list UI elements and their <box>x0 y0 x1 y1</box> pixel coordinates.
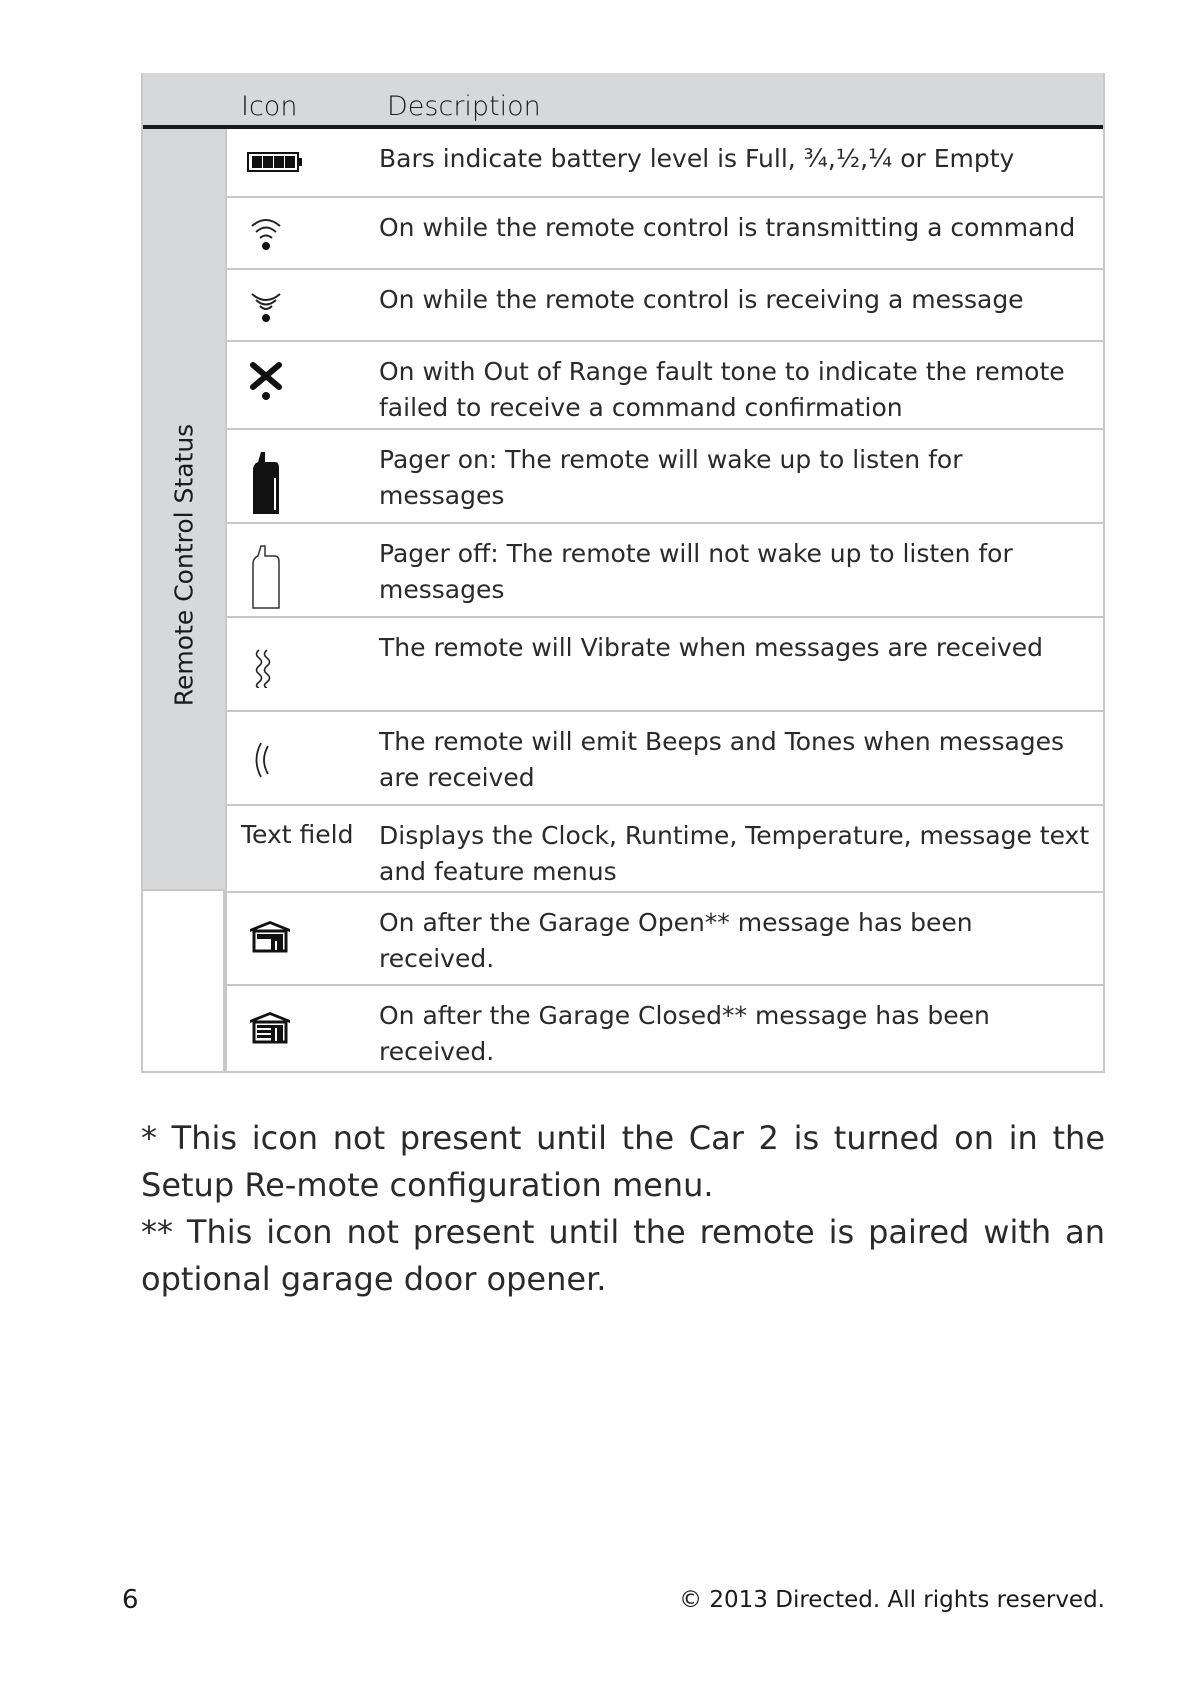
receive-icon <box>249 288 283 324</box>
icon-cell <box>225 806 371 891</box>
icon-cell <box>225 129 371 196</box>
table-row <box>225 710 1105 804</box>
icon-text: Text field <box>241 820 354 849</box>
side-column <box>143 129 225 889</box>
side-label: Remote Control Status <box>169 423 199 707</box>
icon-cell <box>225 524 371 616</box>
garage-open-icon <box>249 919 291 953</box>
row-description: Pager on: The remote will wake up to listen for messages <box>379 445 963 510</box>
table-row <box>225 804 1105 891</box>
remote-status-table <box>141 73 1105 1073</box>
icon-cell <box>225 986 371 1071</box>
transmit-icon <box>249 216 283 252</box>
row-description: On while the remote control is receiving a message <box>379 285 1024 314</box>
table-row <box>225 268 1105 340</box>
side-column-blank <box>143 889 225 1071</box>
table-row <box>225 428 1105 522</box>
garage-closed-icon <box>249 1010 291 1044</box>
footnote-2: ** This icon not present until the remote is paired with an optional garage door opener. <box>141 1213 1105 1298</box>
table-row <box>225 522 1105 616</box>
table-row <box>225 196 1105 268</box>
beep-icon <box>251 740 279 780</box>
row-description: Pager off: The remote will not wake up to listen for messages <box>379 539 1013 604</box>
row-description: On after the Garage Closed** message has been received. <box>379 1001 990 1066</box>
icon-cell <box>225 430 371 522</box>
icon-cell <box>225 342 371 428</box>
header-description: Description <box>387 91 541 122</box>
icon-cell <box>225 198 371 268</box>
copyright: © 2013 Directed. All rights reserved. <box>679 1587 1105 1613</box>
footnote-1: * This icon not present until the Car 2 is turned on in the Setup Re-mote configuration menu. <box>141 1119 1105 1204</box>
header-icon: Icon <box>241 91 298 122</box>
icon-cell <box>225 712 371 804</box>
row-description: On with Out of Range fault tone to indicate the remote failed to receive a command confirmation <box>379 357 1065 422</box>
battery-icon <box>247 151 303 173</box>
table-header <box>143 73 1103 128</box>
table-row <box>225 616 1105 710</box>
pager-on-icon <box>249 450 283 516</box>
row-description: Bars indicate battery level is Full, ¾,½,¼ or Empty <box>379 144 1015 173</box>
footnotes <box>141 1115 1105 1303</box>
pager-off-icon <box>249 544 283 610</box>
row-description: On while the remote control is transmitting a command <box>379 213 1076 242</box>
page-number: 6 <box>122 1585 139 1615</box>
row-description: The remote will Vibrate when messages are received <box>379 633 1044 662</box>
table-row <box>225 129 1105 196</box>
table-row <box>225 984 1105 1071</box>
icon-cell <box>225 270 371 340</box>
row-description: Displays the Clock, Runtime, Temperature, message text and feature menus <box>379 821 1090 886</box>
vibrate-icon <box>251 648 279 688</box>
icon-cell <box>225 893 371 984</box>
table-row <box>225 340 1105 428</box>
out-of-range-icon <box>249 362 283 402</box>
table-row <box>225 891 1105 984</box>
icon-cell <box>225 618 371 710</box>
row-description: On after the Garage Open** message has been received. <box>379 908 973 973</box>
row-description: The remote will emit Beeps and Tones when messages are received <box>379 727 1065 792</box>
